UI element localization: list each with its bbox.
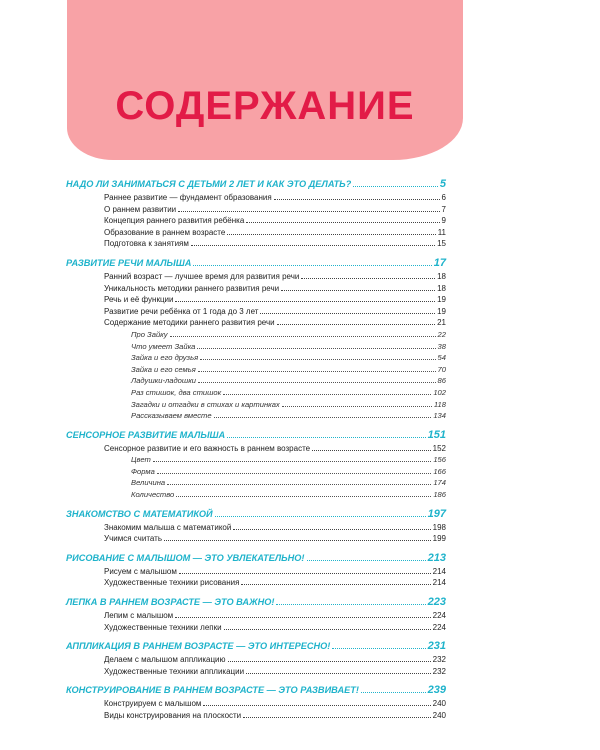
toc-section-label: ЛЕПКА В РАННЕМ ВОЗРАСТЕ — ЭТО ВАЖНО! bbox=[66, 597, 275, 608]
toc-item-label: Конструируем с малышом bbox=[104, 699, 202, 709]
page-number: 151 bbox=[427, 428, 446, 441]
toc-section-label: РАЗВИТИЕ РЕЧИ МАЛЫША bbox=[66, 257, 192, 268]
toc-item[interactable] bbox=[104, 667, 446, 679]
toc-subitem-label: Количество bbox=[131, 490, 175, 500]
page-number: 70 bbox=[437, 364, 446, 374]
toc-subitem-label: Цвет bbox=[131, 455, 151, 465]
toc-item[interactable] bbox=[104, 205, 446, 217]
page-number: 232 bbox=[432, 655, 446, 665]
page-number: 156 bbox=[433, 455, 446, 465]
toc-item[interactable] bbox=[104, 307, 446, 319]
page-number: 102 bbox=[433, 387, 446, 397]
toc-subitem-label: Раз стишок, два стишок bbox=[131, 387, 222, 397]
leader-dots bbox=[277, 318, 436, 325]
page-number: 11 bbox=[437, 227, 446, 237]
toc-item-label: Раннее развитие — фундамент образования bbox=[104, 193, 272, 202]
toc-section-label: РИСОВАНИЕ С МАЛЫШОМ — ЭТО УВЛЕКАТЕЛЬНО! bbox=[66, 552, 305, 563]
toc-item[interactable] bbox=[104, 611, 446, 623]
page-number: 223 bbox=[427, 596, 446, 609]
leader-dots bbox=[224, 623, 431, 630]
page-number: 240 bbox=[432, 699, 446, 709]
toc-item[interactable] bbox=[104, 523, 446, 535]
toc-item-label: Подготовка к занятиям bbox=[104, 239, 189, 249]
page-number: 166 bbox=[433, 466, 446, 476]
toc-subitem[interactable] bbox=[131, 411, 446, 423]
toc-item[interactable] bbox=[104, 318, 446, 330]
page-number: 232 bbox=[432, 666, 446, 676]
toc-item-label: Ранний возраст — лучшее время для развития речи bbox=[104, 271, 300, 281]
toc-item-label: Художественные техники аппликации bbox=[104, 666, 245, 676]
page-number: 5 bbox=[439, 178, 446, 190]
toc-item-label: Развитие речи ребёнка от 1 года до 3 лет bbox=[104, 306, 259, 316]
toc-item-label: Художественные техники рисования bbox=[104, 578, 240, 588]
toc-item[interactable] bbox=[104, 239, 446, 251]
leader-dots bbox=[246, 667, 431, 674]
table-of-contents bbox=[66, 178, 446, 723]
page-number: 9 bbox=[441, 216, 446, 226]
page-number: 231 bbox=[427, 640, 446, 653]
toc-section[interactable] bbox=[66, 596, 446, 611]
toc-item-label: Сенсорное развитие и его важность в раннем возрасте bbox=[104, 443, 311, 453]
toc-item-label: Образование в раннем возрасте bbox=[104, 227, 226, 237]
leader-dots bbox=[167, 478, 431, 485]
toc-subitem[interactable] bbox=[131, 365, 446, 377]
toc-subitem-label: Величина bbox=[131, 478, 166, 488]
leader-dots bbox=[179, 567, 431, 574]
toc-item-label: Содержание методики раннего развития речи bbox=[104, 318, 275, 328]
page-number: 7 bbox=[441, 204, 446, 214]
toc-subitem[interactable] bbox=[131, 467, 446, 479]
toc-item[interactable] bbox=[104, 699, 446, 711]
toc-item[interactable] bbox=[104, 711, 446, 723]
toc-subitem-label: Зайка и его семья bbox=[131, 364, 196, 374]
toc-item-label: Делаем с малышом аппликацию bbox=[104, 655, 226, 665]
toc-item[interactable] bbox=[104, 578, 446, 590]
page-number: 213 bbox=[427, 551, 446, 564]
toc-subitem[interactable] bbox=[131, 330, 446, 342]
leader-dots bbox=[198, 365, 436, 372]
toc-item-label: Рисуем с малышом bbox=[104, 566, 177, 576]
leader-dots bbox=[241, 578, 430, 585]
page-number: 186 bbox=[433, 490, 446, 500]
toc-item[interactable] bbox=[104, 216, 446, 228]
leader-dots bbox=[193, 257, 431, 266]
toc-section[interactable] bbox=[66, 508, 446, 523]
page-number: 19 bbox=[437, 306, 446, 316]
leader-dots bbox=[361, 684, 426, 693]
page-number: 15 bbox=[437, 239, 446, 249]
page-number: 152 bbox=[432, 443, 446, 453]
leader-dots bbox=[233, 523, 430, 530]
page-number: 86 bbox=[437, 376, 446, 386]
toc-subitem[interactable] bbox=[131, 388, 446, 400]
toc-subitem[interactable] bbox=[131, 490, 446, 502]
toc-subitem-label: Рассказываем вместе bbox=[131, 411, 212, 421]
toc-section-label: АППЛИКАЦИЯ В РАННЕМ ВОЗРАСТЕ — ЭТО ИНТЕРЕСНО! bbox=[66, 641, 331, 652]
page-number: 224 bbox=[432, 622, 446, 632]
leader-dots bbox=[307, 552, 426, 561]
toc-item[interactable] bbox=[104, 444, 446, 456]
page-number: 21 bbox=[437, 318, 446, 328]
toc-item[interactable] bbox=[104, 284, 446, 296]
toc-section-label: ЗНАКОМСТВО С МАТЕМАТИКОЙ bbox=[66, 508, 213, 519]
toc-section-label: СЕНСОРНОЕ РАЗВИТИЕ МАЛЫША bbox=[66, 429, 226, 440]
page-number: 198 bbox=[432, 522, 446, 532]
page-number: 174 bbox=[433, 478, 446, 488]
toc-item[interactable] bbox=[104, 272, 446, 284]
leader-dots bbox=[301, 272, 435, 279]
toc-section[interactable] bbox=[66, 640, 446, 655]
toc-subitem-label: Загадки и отгадки в стихах и картинках bbox=[131, 399, 280, 409]
toc-subitem-label: Форма bbox=[131, 466, 155, 476]
toc-subitem-label: Что умеет Зайка bbox=[131, 341, 196, 351]
page-number: 54 bbox=[437, 353, 446, 363]
page-number: 134 bbox=[433, 411, 446, 421]
page-number: 22 bbox=[437, 329, 446, 339]
leader-dots bbox=[198, 376, 436, 383]
page-number: 197 bbox=[427, 507, 446, 520]
toc-item[interactable] bbox=[104, 623, 446, 635]
leader-dots bbox=[170, 330, 436, 337]
toc-item[interactable] bbox=[104, 655, 446, 667]
toc-section[interactable] bbox=[66, 552, 446, 567]
toc-subitem-label: Зайка и его друзья bbox=[131, 353, 199, 363]
toc-section-label: КОНСТРУИРОВАНИЕ В РАННЕМ ВОЗРАСТЕ — ЭТО РАЗВИВАЕТ! bbox=[66, 685, 359, 696]
leader-dots bbox=[178, 205, 439, 212]
leader-dots bbox=[228, 655, 431, 662]
leader-dots bbox=[274, 193, 440, 200]
page-number: 239 bbox=[427, 684, 446, 697]
toc-item-label: Концепция раннего развития ребёнка bbox=[104, 216, 245, 226]
toc-item[interactable] bbox=[104, 295, 446, 307]
toc-subitem-label: Ладушки-ладошки bbox=[131, 376, 197, 386]
toc-subitem[interactable] bbox=[131, 353, 446, 365]
page-number: 38 bbox=[437, 341, 446, 351]
toc-subitem[interactable] bbox=[131, 478, 446, 490]
toc-section[interactable] bbox=[66, 178, 446, 193]
page-number: 214 bbox=[432, 566, 446, 576]
leader-dots bbox=[246, 216, 439, 223]
toc-item-label: О раннем развитии bbox=[104, 204, 177, 214]
toc-item-label: Лепим с малышом bbox=[104, 611, 174, 621]
toc-subitem[interactable] bbox=[131, 400, 446, 412]
toc-section[interactable] bbox=[66, 257, 446, 272]
leader-dots bbox=[227, 429, 425, 438]
leader-dots bbox=[215, 508, 426, 517]
leader-dots bbox=[260, 307, 435, 314]
page-number: 17 bbox=[433, 256, 446, 269]
leader-dots bbox=[153, 455, 432, 462]
leader-dots bbox=[175, 295, 435, 302]
toc-section[interactable] bbox=[66, 429, 446, 444]
leader-dots bbox=[276, 596, 425, 605]
toc-subitem[interactable] bbox=[131, 455, 446, 467]
toc-subitem[interactable] bbox=[131, 376, 446, 388]
toc-section-label: НАДО ЛИ ЗАНИМАТЬСЯ С ДЕТЬМИ 2 ЛЕТ И КАК ЭТО ДЕЛАТЬ? bbox=[66, 179, 352, 189]
leader-dots bbox=[227, 228, 435, 235]
title-banner bbox=[67, 0, 463, 160]
toc-item-label: Виды конструирования на плоскости bbox=[104, 711, 242, 720]
page-number: 240 bbox=[432, 711, 446, 720]
leader-dots bbox=[157, 467, 432, 474]
leader-dots bbox=[281, 284, 435, 291]
toc-item[interactable] bbox=[104, 228, 446, 240]
toc-item-label: Учимся считать bbox=[104, 534, 162, 544]
toc-item-label: Уникальность методики раннего развития речи bbox=[104, 283, 280, 293]
toc-item-label: Художественные техники лепки bbox=[104, 622, 222, 632]
page-title: СОДЕРЖАНИЕ bbox=[115, 84, 415, 128]
page-number: 19 bbox=[437, 295, 446, 305]
toc-section[interactable] bbox=[66, 684, 446, 699]
page-number: 224 bbox=[432, 611, 446, 621]
toc-item-label: Знакомим малыша с математикой bbox=[104, 522, 232, 532]
leader-dots bbox=[214, 411, 432, 418]
leader-dots bbox=[353, 178, 438, 187]
toc-item-label: Речь и её функции bbox=[104, 295, 174, 305]
page-number: 18 bbox=[437, 283, 446, 293]
page-number: 118 bbox=[433, 399, 446, 409]
leader-dots bbox=[197, 342, 435, 349]
leader-dots bbox=[312, 444, 431, 451]
toc-item[interactable] bbox=[104, 534, 446, 546]
toc-subitem[interactable] bbox=[131, 342, 446, 354]
leader-dots bbox=[203, 699, 430, 706]
page-number: 199 bbox=[432, 534, 446, 544]
toc-subitem-label: Про Зайку bbox=[131, 329, 168, 339]
toc-item[interactable] bbox=[104, 567, 446, 579]
leader-dots bbox=[176, 490, 431, 497]
page-number: 18 bbox=[437, 271, 446, 281]
leader-dots bbox=[191, 239, 435, 246]
toc-item[interactable] bbox=[104, 193, 446, 205]
leader-dots bbox=[200, 353, 435, 360]
page-number: 6 bbox=[441, 193, 446, 202]
leader-dots bbox=[243, 711, 430, 718]
leader-dots bbox=[332, 640, 425, 649]
page-number: 214 bbox=[432, 578, 446, 588]
leader-dots bbox=[223, 388, 431, 395]
leader-dots bbox=[175, 611, 430, 618]
leader-dots bbox=[164, 534, 431, 541]
leader-dots bbox=[282, 400, 432, 407]
